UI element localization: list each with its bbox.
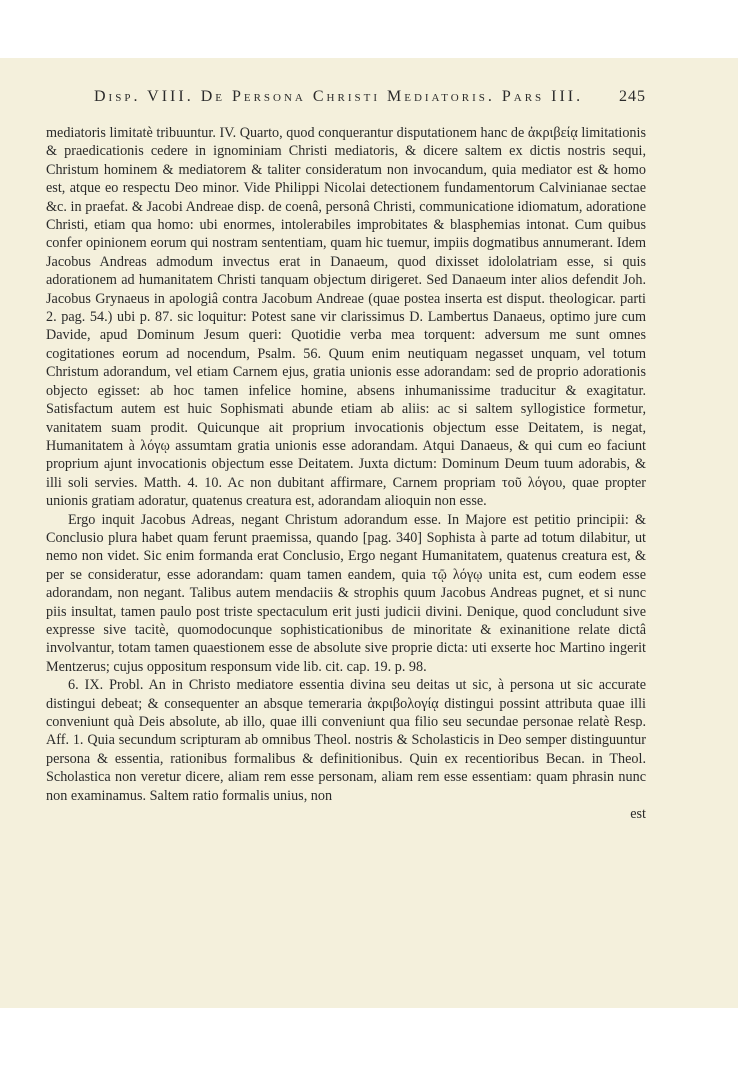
body-text: [46, 124, 646, 823]
running-header: [94, 88, 646, 106]
paragraph-3: 6. IX. Probl. An in Christo mediatore essentia divina seu deitas ut sic, à persona ut sic accurate distingui debeat; & consequenter an absque temeraria ἀκριβολογίᾳ distingui possint attributa quae illi conveniunt quà Deis absolute, ab illo, quae illi conveniunt qua filio seu secundae personae relatè Resp. Aff. 1. Quia secundum scripturam ab omnibus Theol. nostris & Scholasticis in Deo semper distinguuntur persona & essentia, rationibus formalibus & definitionibus. Quin ex recentioribus Becan. in Theol. Scholastica non veretur dicere, aliam rem esse personam, aliam rem esse essentiam: quam phrasin nunc non examinamus. Saltem ratio formalis unius, non: [46, 677, 646, 804]
header-title: Disp. VIII. De Persona Christi Mediatoris. Pars III.: [94, 88, 584, 105]
page: [0, 58, 738, 1008]
paragraph-1: mediatoris limitatè tribuuntur. IV. Quarto, quod conquerantur disputationem hanc de ἀκριβείᾳ limitationis & praedicationis cedere in ignominiam Christi mediatoris, & dicere saltem ex dictis nostris sequi, Christum hominem & mediatorem & taliter consideratum non invocandum, quia mediator est & homo est, atque eo respectu Deo minor. Vide Philippi Nicolai detectionem fundamentorum Calvinianae sectae &c. in praefat. & Jacobi Andreae disp. de coenâ, personâ Christi, communicatione idiomatum, adoratione Christi, etiam qua homo: ubi enormes, intolerabiles improbitates & blasphemias intonat. Cum quibus confer opinionem eorum qui nostram sententiam, quam hic tuemur, impiis dogmatibus annumerant. Idem Jacobus Andreas admodum invectus erat in Danaeum, quod dixisset idololatriam esse, si quis adorationem ad humanitatem Christi tanquam objectum dirigeret. Sed Danaeum inter alios defendit Joh. Jacobus Grynaeus in apologiâ contra Jacobum Andreae (quae postea inserta est disput. theologicar. parti 2. pag. 54.) ubi p. 87. sic loquitur: Potest sane vir clarissimus D. Lambertus Danaeus, optimo jure cum Davide, apud Dominum Jesum queri: Quotidie verba mea torquent: adversum me sunt omnes cogitationes eorum ad nocendum, Psalm. 56. Quum enim neutiquam negasset unquam, vel totum Christum adorandum, vel etiam Carnem ejus, gratia unionis esse adorandam: sed de proprio adorationis objecto egisset: ab hoc tamen infelice homine, absens inhumanissime traducitur & exagitatur. Satisfactum autem est huic Sophismati abunde etiam ab aliis: ac si saltem syllogistice formetur, vanitatem suam prodit. Quicunque ait proprium invocationis objectum esse Deitatem, is negat, Humanitatem à λόγῳ assumtam gratia unionis esse adorandam. Atqui Danaeus, & qui cum eo faciunt proprium ajunt invocationis objectum esse Deitatem. Juxta dictum: Dominum Deum tuum adorabis, & illi soli servies. Matth. 4. 10. Ac non dubitant affirmare, Carnem propriam τοῦ λόγου, quae propter unionis gratiam adoratur, quatenus creatura est, adorandam alioquin non esse.: [46, 125, 646, 510]
catchword: est: [630, 806, 646, 823]
page-number: 245: [619, 88, 646, 105]
paragraph-2: Ergo inquit Jacobus Adreas, negant Christum adorandum esse. In Majore est petitio principii: & Conclusio plura habet quam ferunt praemissa, quando [pag. 340] Sophista à parte ad totum dilabitur, ut nemo non videt. Sic enim formanda erat Conclusio, Ergo negant Humanitatem, quatenus creatura est, & per se consideratur, esse adorandam: quam tamen eandem, quia τῷ λόγῳ unita est, cum eodem esse adorandam, non negant. Talibus autem mendaciis & strophis quum Jacobus Andreas pugnet, et si nunc piis insultat, tamen paulo post triste spectaculum erit justi judicii divini. Denique, quod concludunt sive expresse sive tacitè, quomodocunque sophisticationibus de minoritate & exinanitione relate dictâ involvantur, totam tamen quaestionem esse de absolute sive proprie dicta: uti exserte hoc Martino ingerit Mentzerus; cujus oppositum responsum vide lib. cit. cap. 19. p. 98.: [46, 511, 646, 675]
